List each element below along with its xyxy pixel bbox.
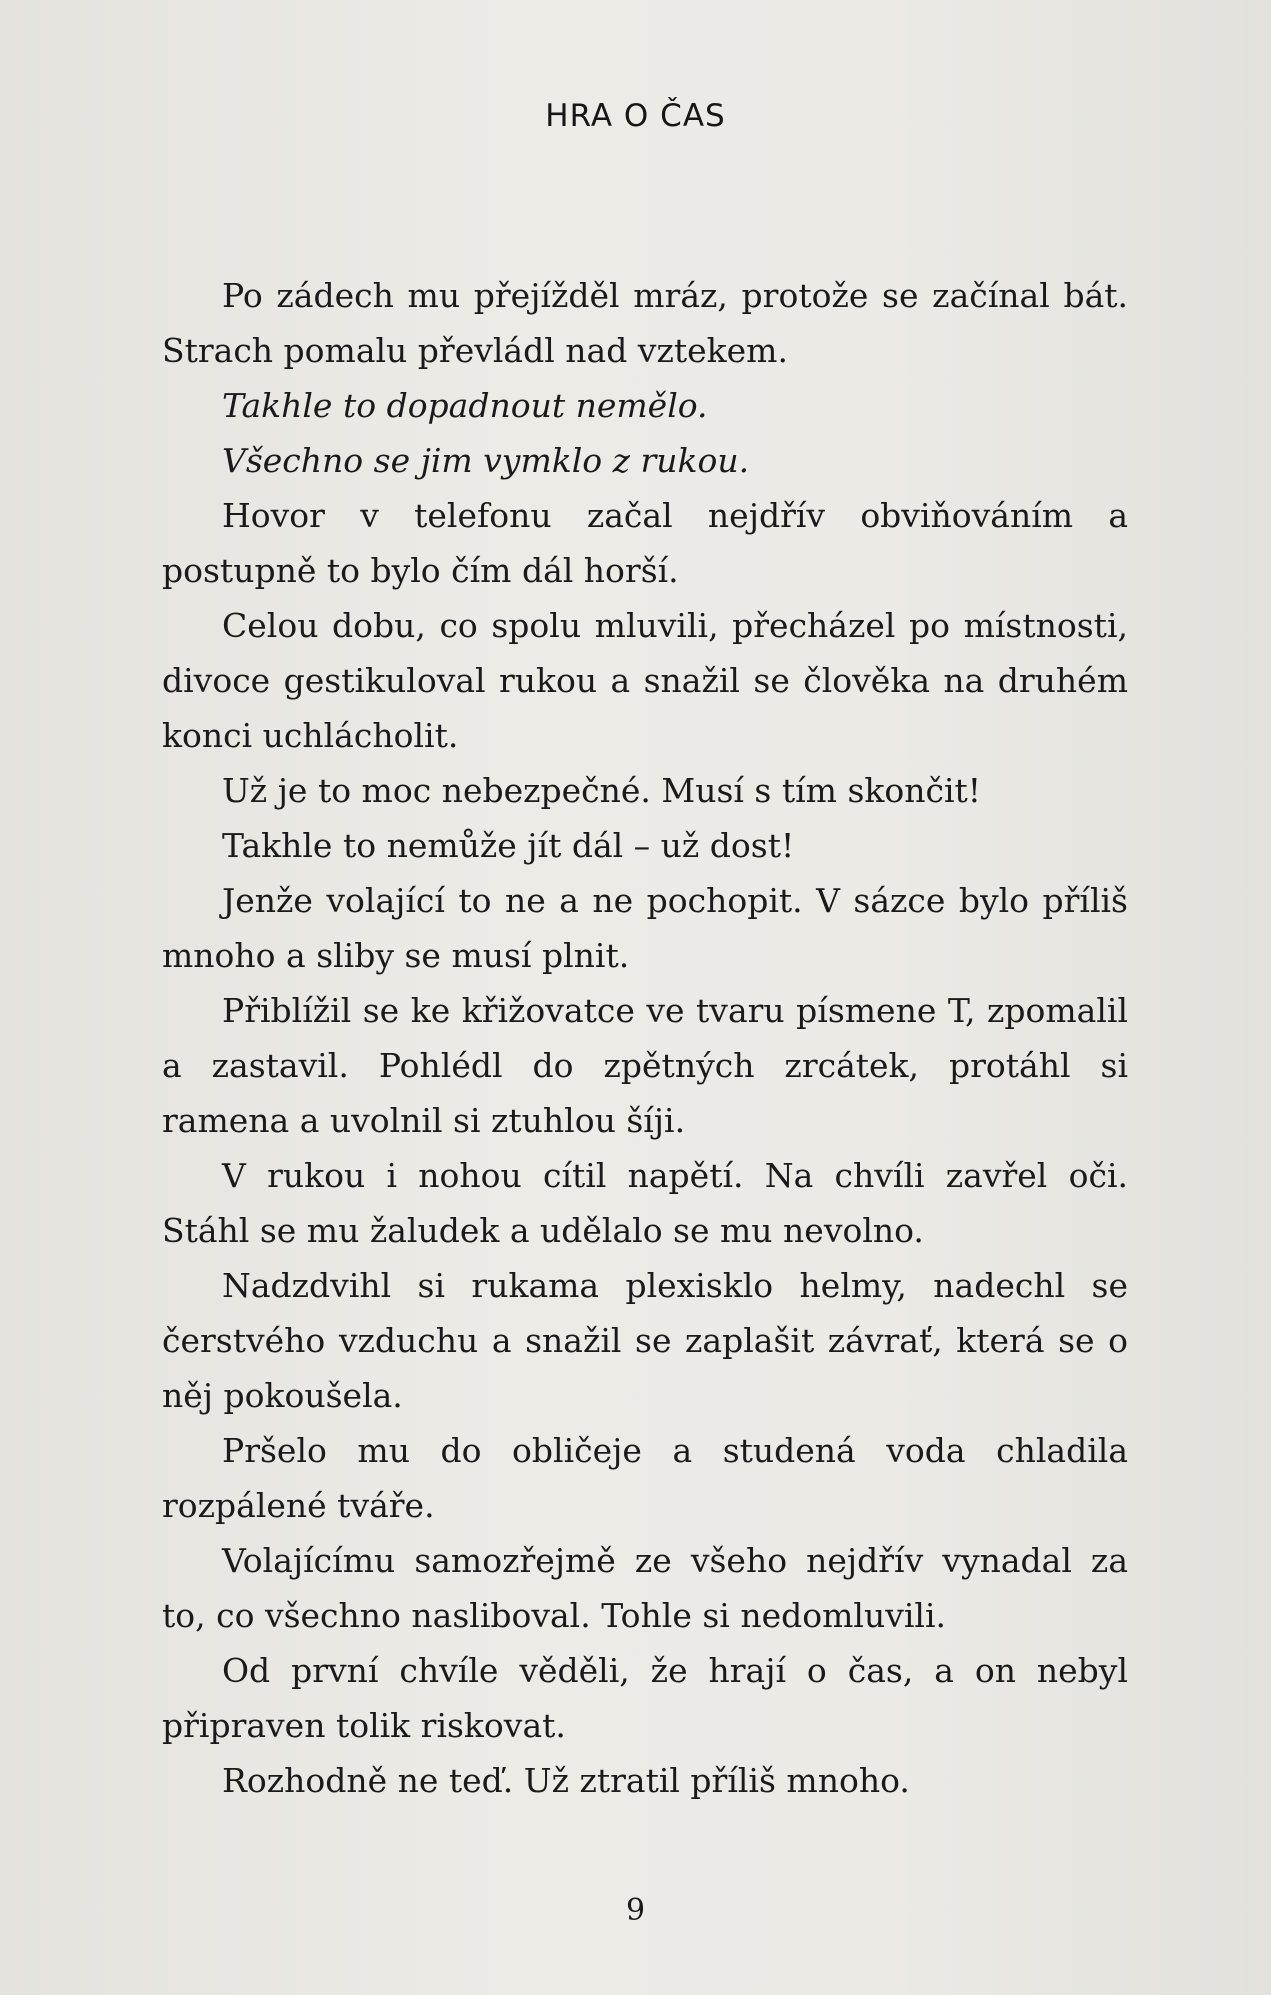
- paragraph: Pršelo mu do obličeje a studená voda chladila rozpálené tváře.: [162, 1431, 1128, 1525]
- paragraph: Takhle to nemůže jít dál – už dost!: [222, 826, 795, 865]
- paragraph: Volajícímu samozřejmě ze všeho nejdřív vynadal za to, co všechno nasliboval. Tohle si nedomluvili.: [162, 1541, 1128, 1635]
- paragraph: Hovor v telefonu začal nejdřív obviňováním a postupně to bylo čím dál horší.: [162, 496, 1128, 590]
- paragraph: Celou dobu, co spolu mluvili, přecházel po místnosti, divoce gestikuloval rukou a snažil se člověka na druhém konci uchlácholit.: [162, 606, 1128, 755]
- paragraph: Přiblížil se ke křižovatce ve tvaru písmene T, zpomalil a zastavil. Pohlédl do zpětných zrcátek, protáhl si ramena a uvolnil si ztuhlou šíji.: [162, 991, 1128, 1140]
- body-text: [162, 268, 1128, 1808]
- paragraph: Takhle to dopadnout nemělo.: [222, 386, 708, 425]
- paragraph: Rozhodně ne teď. Už ztratil příliš mnoho.: [222, 1761, 910, 1800]
- paragraph: Od první chvíle věděli, že hrají o čas, a on nebyl připraven tolik riskovat.: [162, 1651, 1128, 1745]
- paragraph: Všechno se jim vymklo z rukou.: [222, 441, 750, 480]
- paragraph: Jenže volající to ne a ne pochopit. V sázce bylo příliš mnoho a sliby se musí plnit.: [162, 881, 1128, 975]
- page-number: 9: [625, 1893, 646, 1928]
- paragraph: V rukou i nohou cítil napětí. Na chvíli zavřel oči. Stáhl se mu žaludek a udělalo se mu nevolno.: [162, 1156, 1128, 1250]
- paragraph: Nadzdvihl si rukama plexisklo helmy, nadechl se čerstvého vzduchu a snažil se zaplašit závrať, která se o něj pokoušela.: [162, 1266, 1128, 1415]
- paragraph: Po zádech mu přejížděl mráz, protože se začínal bát. Strach pomalu převládl nad vztekem.: [162, 276, 1128, 370]
- chapter-title: HRA O ČAS: [545, 98, 726, 134]
- paragraph: Už je to moc nebezpečné. Musí s tím skončit!: [222, 771, 982, 810]
